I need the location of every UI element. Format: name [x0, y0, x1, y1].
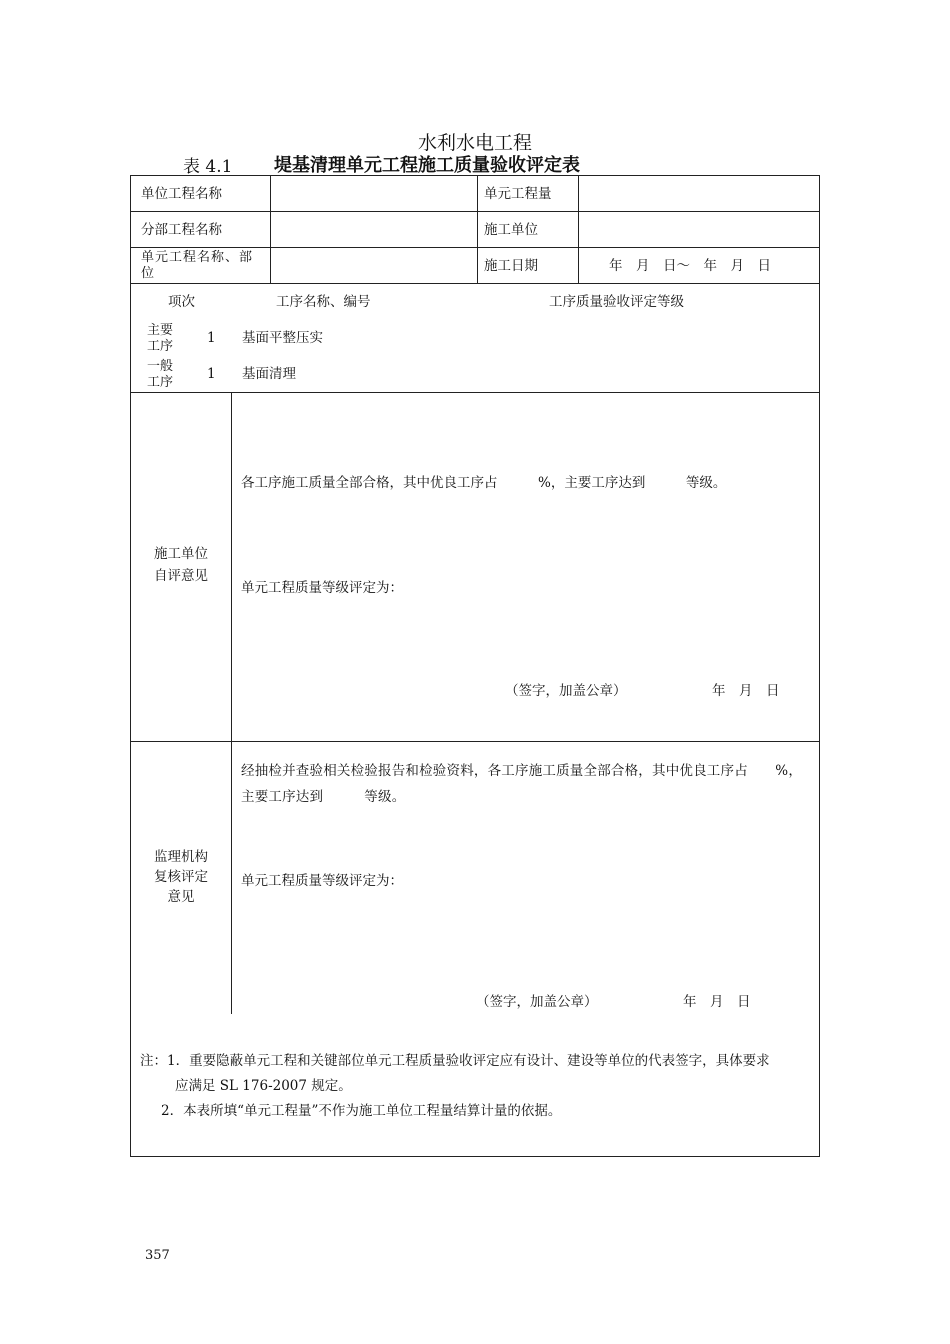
row-divider [131, 392, 819, 393]
contractor-quality-statement: 各工序施工质量全部合格，其中优良工序占 %，主要工序达到 等级。 [241, 475, 727, 491]
row-divider [131, 247, 819, 248]
row-divider [131, 283, 819, 284]
col-header-process: 工序名称、编号 [276, 294, 371, 310]
general-process-category: 一般 [147, 359, 174, 374]
row-divider [131, 741, 819, 742]
main-process-category-cont: 工序 [147, 339, 174, 354]
supervisor-opinion-label-cont: 复核评定 [154, 869, 208, 885]
construction-unit-label: 施工单位 [484, 222, 538, 238]
col-divider [477, 176, 478, 283]
date-range: 年 月 日～ 年 月 日 [609, 258, 771, 274]
unit-project-name-label: 单位工程名称 [141, 186, 222, 202]
contractor-opinion-label-cont: 自评意见 [154, 568, 208, 584]
form-title: 堤基清理单元工程施工质量验收评定表 [274, 155, 580, 176]
col-divider [270, 176, 271, 283]
table-number: 表 4.1 [183, 157, 233, 177]
division-project-name-label: 分部工程名称 [141, 222, 222, 238]
contractor-date: 年 月 日 [712, 683, 780, 699]
col-header-item: 项次 [168, 294, 195, 310]
supervisor-date: 年 月 日 [683, 994, 751, 1010]
note-1: 注：1．重要隐蔽单元工程和关键部位单元工程质量验收评定应有设计、建设等单位的代表签字，具体要求 [140, 1053, 770, 1069]
main-process-category: 主要 [147, 323, 174, 338]
page-number: 357 [145, 1248, 170, 1263]
supervisor-opinion-label: 监理机构 [154, 849, 208, 865]
supervisor-grade-statement: 单元工程质量等级评定为： [241, 873, 403, 889]
element-name-label-cont: 位 [141, 266, 155, 281]
main-process-name: 基面平整压实 [242, 330, 323, 346]
construction-date-label: 施工日期 [484, 258, 538, 274]
contractor-sign: （签字，加盖公章） [505, 683, 627, 699]
general-process-name: 基面清理 [242, 366, 296, 382]
supervisor-opinion-label-cont2: 意见 [167, 889, 195, 905]
note-1-cont: 应满足 SL 176-2007 规定。 [175, 1078, 352, 1094]
col-divider [231, 392, 232, 1014]
supervisor-sign: （签字，加盖公章） [476, 994, 598, 1010]
page-title: 水利水电工程 [417, 132, 532, 154]
note-2: 2．本表所填“单元工程量”不作为施工单位工程量结算计量的依据。 [161, 1103, 562, 1119]
row-divider [131, 211, 819, 212]
unit-quantity-label: 单元工程量 [484, 186, 552, 202]
contractor-opinion-label: 施工单位 [154, 546, 208, 562]
col-divider [578, 176, 579, 283]
main-process-no: 1 [207, 330, 216, 346]
contractor-grade-statement: 单元工程质量等级评定为： [241, 580, 403, 596]
general-process-category-cont: 工序 [147, 375, 174, 390]
general-process-no: 1 [207, 366, 216, 382]
col-header-grade: 工序质量验收评定等级 [549, 294, 684, 310]
evaluation-form [130, 175, 820, 1157]
supervisor-quality-statement: 经抽检并查验相关检验报告和检验资料，各工序施工质量全部合格，其中优良工序占 %，主要工序达到 等级。 [241, 763, 803, 805]
element-name-label: 单元工程名称、部 [141, 250, 254, 265]
